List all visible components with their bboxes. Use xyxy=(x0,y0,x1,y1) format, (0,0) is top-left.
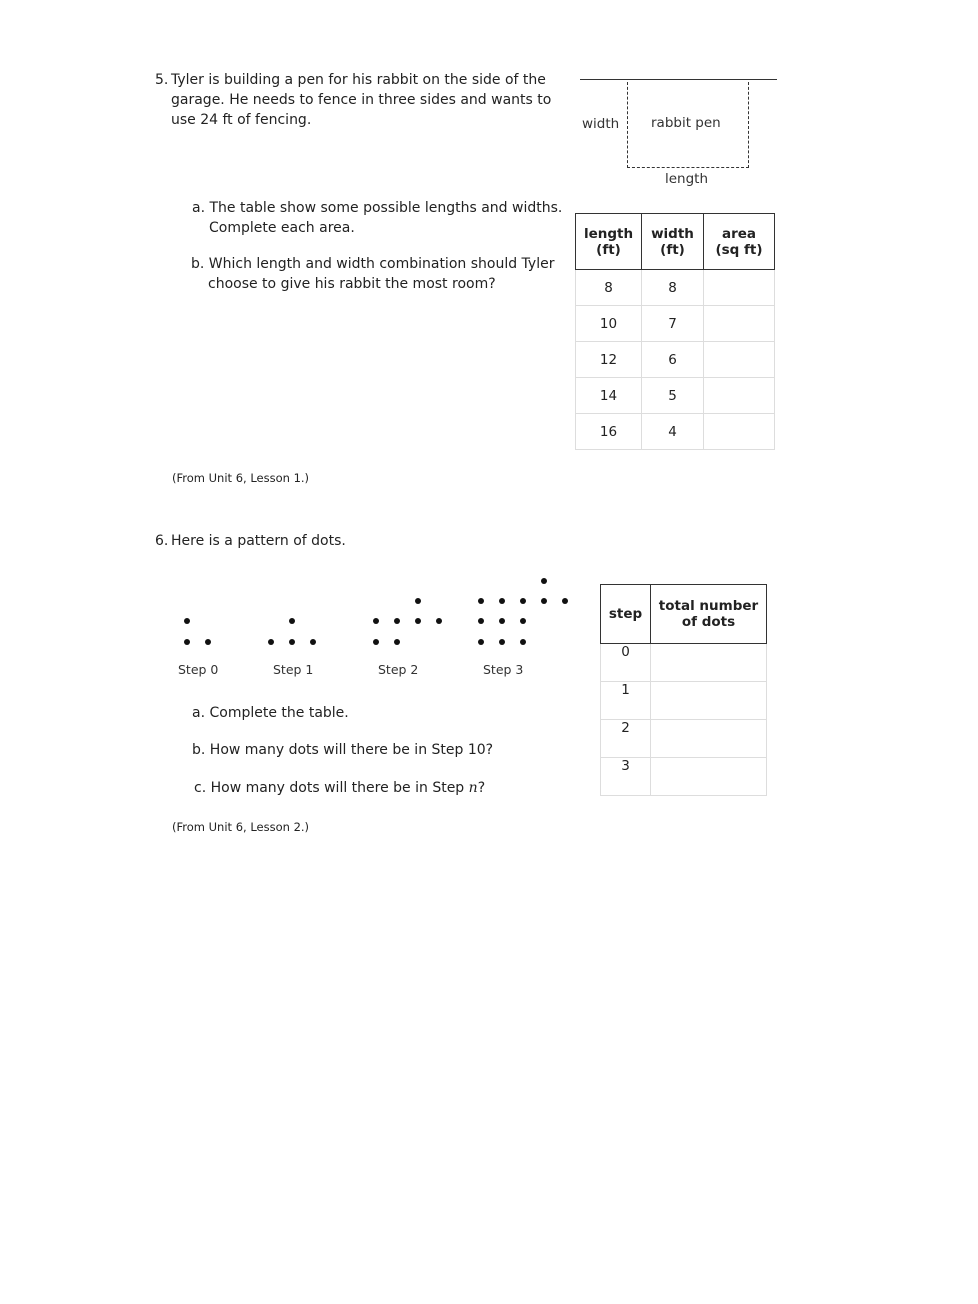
length-cell: 16 xyxy=(576,414,642,450)
header-area: area (sq ft) xyxy=(704,214,775,270)
table-row xyxy=(601,720,767,758)
dot xyxy=(289,618,295,624)
part-a-line-1: a. The table show some possible lengths and widths. xyxy=(192,200,563,216)
header-step: step xyxy=(601,585,651,644)
dot xyxy=(520,639,526,645)
table-row xyxy=(601,682,767,720)
area-cell[interactable] xyxy=(704,270,775,306)
width-cell: 6 xyxy=(642,342,704,378)
step-0-label: Step 0 xyxy=(178,662,219,677)
area-cell[interactable] xyxy=(704,414,775,450)
length-label: length xyxy=(665,171,709,187)
step-cell: 1 xyxy=(601,682,651,720)
part-b-line-1: b. Which length and width combination should Tyler xyxy=(191,256,555,272)
dot xyxy=(310,639,316,645)
problem-5-line-1: Tyler is building a pen for his rabbit on the side of the xyxy=(171,72,546,88)
dot xyxy=(184,639,190,645)
table-row xyxy=(576,270,775,306)
width-cell: 5 xyxy=(642,378,704,414)
length-cell: 14 xyxy=(576,378,642,414)
table-row xyxy=(601,644,767,682)
dot xyxy=(394,618,400,624)
length-width-area-table xyxy=(575,213,775,450)
problem-6-source: (From Unit 6, Lesson 2.) xyxy=(172,820,310,834)
dot xyxy=(415,598,421,604)
part-c-text: c. How many dots will there be in Step xyxy=(194,780,469,796)
dot xyxy=(415,618,421,624)
dots-cell[interactable] xyxy=(651,644,767,682)
problem-5-prompt xyxy=(155,70,565,130)
step-1-label: Step 1 xyxy=(273,662,314,677)
dots-cell[interactable] xyxy=(651,758,767,796)
step-cell: 2 xyxy=(601,720,651,758)
dot xyxy=(436,618,442,624)
problem-6-part-a: a. Complete the table. xyxy=(192,705,349,721)
problem-6-part-b: b. How many dots will there be in Step 10? xyxy=(192,742,494,758)
width-label: width xyxy=(582,116,620,132)
problem-5-part-b xyxy=(191,254,571,294)
dot xyxy=(478,639,484,645)
step-cell: 0 xyxy=(601,644,651,682)
dot xyxy=(394,639,400,645)
dot xyxy=(289,639,295,645)
dots-cell[interactable] xyxy=(651,682,767,720)
rabbit-pen-label: rabbit pen xyxy=(651,115,721,131)
header-total-dots: total number of dots xyxy=(651,585,767,644)
step-3-label: Step 3 xyxy=(483,662,524,677)
table-row xyxy=(601,758,767,796)
header-width: width (ft) xyxy=(642,214,704,270)
length-cell: 12 xyxy=(576,342,642,378)
width-cell: 7 xyxy=(642,306,704,342)
dot xyxy=(205,639,211,645)
dot xyxy=(541,578,547,584)
dot xyxy=(562,598,568,604)
table-row xyxy=(576,414,775,450)
problem-5-source: (From Unit 6, Lesson 1.) xyxy=(172,471,310,485)
area-cell[interactable] xyxy=(704,306,775,342)
problem-6-part-c xyxy=(194,778,485,798)
length-cell: 8 xyxy=(576,270,642,306)
dot xyxy=(499,639,505,645)
problem-6-prompt xyxy=(155,531,346,551)
area-cell[interactable] xyxy=(704,378,775,414)
table-row xyxy=(576,378,775,414)
area-cell[interactable] xyxy=(704,342,775,378)
dot xyxy=(478,618,484,624)
dot xyxy=(268,639,274,645)
problem-5-number: 5. xyxy=(155,72,169,88)
header-length: length (ft) xyxy=(576,214,642,270)
dot xyxy=(373,618,379,624)
dot xyxy=(499,598,505,604)
width-cell: 4 xyxy=(642,414,704,450)
dot xyxy=(478,598,484,604)
dot xyxy=(184,618,190,624)
dots-cell[interactable] xyxy=(651,720,767,758)
length-cell: 10 xyxy=(576,306,642,342)
problem-6-text: Here is a pattern of dots. xyxy=(171,533,346,549)
dot xyxy=(373,639,379,645)
part-a-line-2: Complete each area. xyxy=(209,220,355,236)
table-row xyxy=(576,342,775,378)
part-b-line-2: choose to give his rabbit the most room? xyxy=(208,276,496,292)
step-2-label: Step 2 xyxy=(378,662,419,677)
step-cell: 3 xyxy=(601,758,651,796)
dot xyxy=(541,598,547,604)
variable-n: n xyxy=(468,780,478,796)
problem-5-line-2: garage. He needs to fence in three sides and wants to xyxy=(171,92,552,108)
problem-5-line-3: use 24 ft of fencing. xyxy=(171,112,312,128)
part-c-suffix: ? xyxy=(477,780,486,796)
problem-6-number: 6. xyxy=(155,533,169,549)
garage-wall-line xyxy=(580,79,777,80)
dot xyxy=(520,618,526,624)
step-dots-table xyxy=(600,584,767,796)
problem-5-part-a xyxy=(192,198,572,238)
dot xyxy=(520,598,526,604)
width-cell: 8 xyxy=(642,270,704,306)
table-row xyxy=(576,306,775,342)
dot xyxy=(499,618,505,624)
